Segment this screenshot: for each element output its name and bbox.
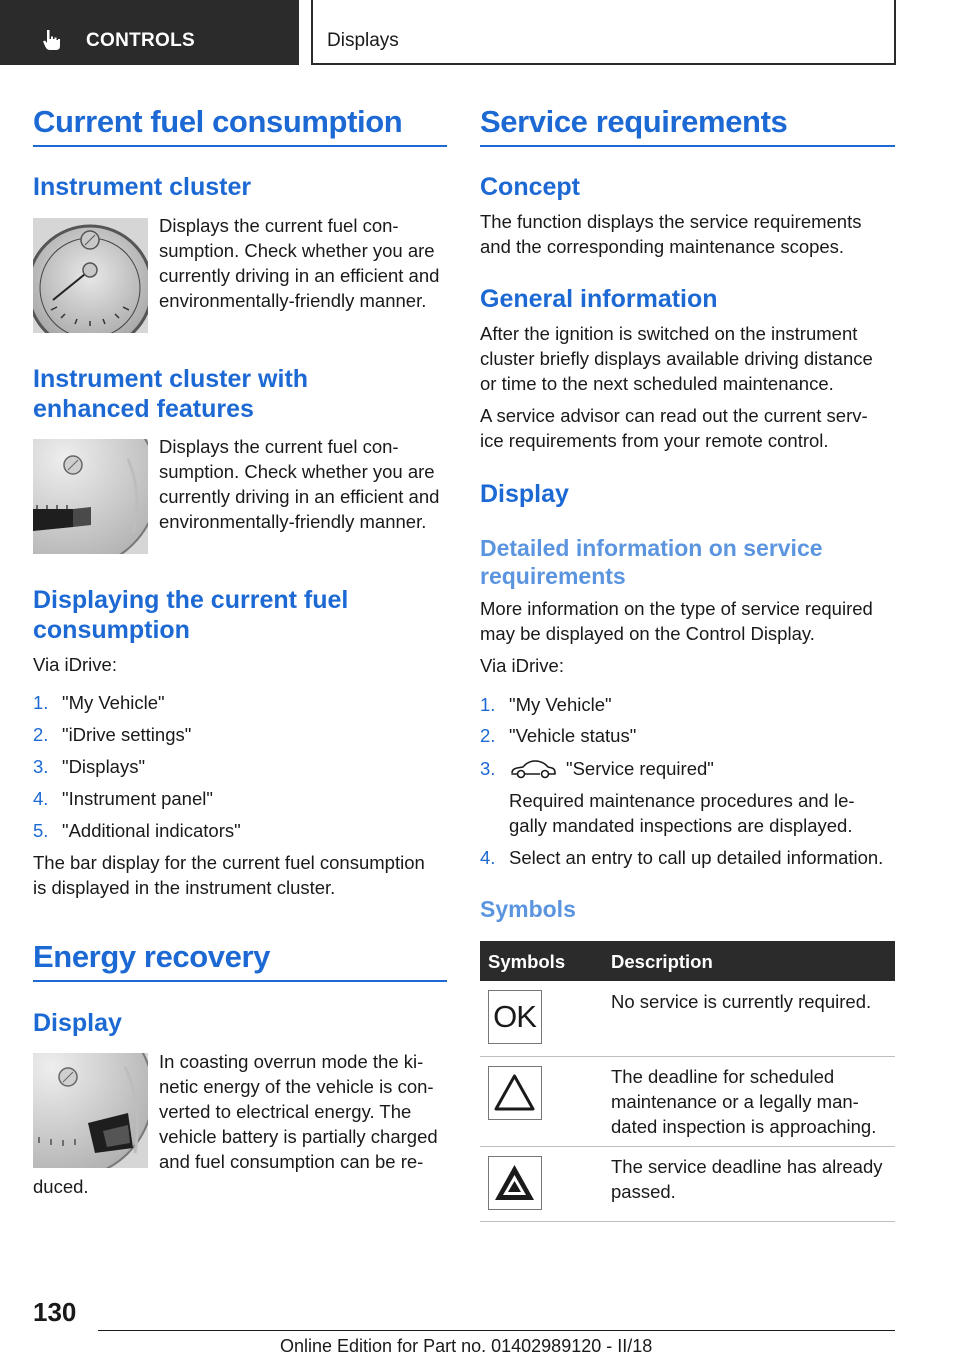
table-row-description: No service is currently required. <box>611 991 872 1012</box>
page-number: 130 <box>33 1297 77 1327</box>
energy-recovery-image <box>33 1053 148 1168</box>
list-item: 1. "My Vehicle" <box>480 694 612 715</box>
via-idrive-label: Via iDrive: <box>33 654 117 675</box>
warning-triangle-filled-icon <box>488 1156 542 1210</box>
list-item: 3. "Service required" <box>480 758 714 779</box>
heading-rule <box>33 145 447 147</box>
list-item: 2. "Vehicle status" <box>480 725 637 746</box>
list-item: 2. "iDrive settings" <box>33 724 192 745</box>
instrument-cluster-image <box>33 218 148 333</box>
vehicle-icon <box>509 758 557 780</box>
step3-subtext: Required maintenance procedures and le- gally mandated inspections are displayed. <box>509 790 855 836</box>
ok-symbol-icon: OK <box>488 990 542 1044</box>
heading-displaying-fuel-consumption: Displaying the current fuel consumption <box>33 586 349 644</box>
via-idrive-label: Via iDrive: <box>480 655 564 676</box>
header-section-label: CONTROLS <box>86 30 196 51</box>
footer-edition: Online Edition for Part no. 01402989120 - II/18 <box>280 1336 653 1356</box>
heading-general-information: General information <box>480 285 718 313</box>
column-header-symbols: Symbols <box>488 951 566 972</box>
energy-text-tail: duced. <box>33 1176 89 1197</box>
warning-triangle-icon <box>488 1066 542 1120</box>
header-chapter-box <box>311 0 896 65</box>
detailed-text: More information on the type of service required may be displayed on the Control Display. <box>480 598 873 644</box>
list-item: 1. "My Vehicle" <box>33 692 165 713</box>
column-header-description: Description <box>611 951 713 972</box>
header-chapter-label: Displays <box>327 30 399 51</box>
heading-detailed-information: Detailed information on service requirements <box>480 535 823 589</box>
heading-instrument-cluster: Instrument cluster <box>33 173 252 201</box>
heading-energy-recovery: Energy recovery <box>33 939 270 974</box>
table-row-description: The deadline for scheduled maintenance or a legally man- dated inspection is approaching. <box>611 1066 877 1137</box>
enhanced-cluster-image <box>33 439 148 554</box>
table-row-divider <box>480 1221 895 1222</box>
list-item: 4. "Instrument panel" <box>33 788 213 809</box>
table-row-description: The service deadline has already passed. <box>611 1156 883 1202</box>
heading-current-fuel-consumption: Current fuel consumption <box>33 104 403 139</box>
footer-rule <box>98 1330 895 1331</box>
general-text-1: After the ignition is switched on the instrument cluster briefly displays available driving distance or time to the next scheduled maintenance. <box>480 323 873 394</box>
enhanced-text: Displays the current fuel con- sumption. Check whether you are currently driving in an efficient and environmentally-friendly manner. <box>159 436 440 532</box>
heading-service-display: Display <box>480 480 569 508</box>
energy-text: In coasting overrun mode the ki- netic energy of the vehicle is con- verted to electrical energy. The vehicle battery is partially charged and fuel consumption can be re- <box>159 1051 438 1172</box>
list-item: 3. "Displays" <box>33 756 146 777</box>
hand-pointer-icon <box>40 28 64 52</box>
heading-energy-display: Display <box>33 1009 122 1037</box>
heading-rule <box>480 145 895 147</box>
list-item: 4. Select an entry to call up detailed information. <box>480 847 884 868</box>
table-row-divider <box>480 1056 895 1057</box>
list-item: 5. "Additional indicators" <box>33 820 241 841</box>
bar-display-text: The bar display for the current fuel consumption is displayed in the instrument cluster. <box>33 852 425 898</box>
table-row-divider <box>480 1146 895 1147</box>
heading-concept: Concept <box>480 173 580 201</box>
heading-symbols: Symbols <box>480 896 576 922</box>
heading-rule <box>33 980 447 982</box>
general-text-2: A service advisor can read out the current serv- ice requirements from your remote control. <box>480 405 868 451</box>
header-section-tab <box>0 0 299 65</box>
heading-instrument-cluster-enhanced: Instrument cluster with enhanced features <box>33 365 309 423</box>
heading-service-requirements: Service requirements <box>480 104 788 139</box>
cluster-text: Displays the current fuel con- sumption. Check whether you are currently driving in an efficient and environmentally-friendly manner. <box>159 215 440 311</box>
concept-text: The function displays the service requirements and the corresponding maintenance scopes. <box>480 211 862 257</box>
symbols-table-header <box>480 941 895 981</box>
